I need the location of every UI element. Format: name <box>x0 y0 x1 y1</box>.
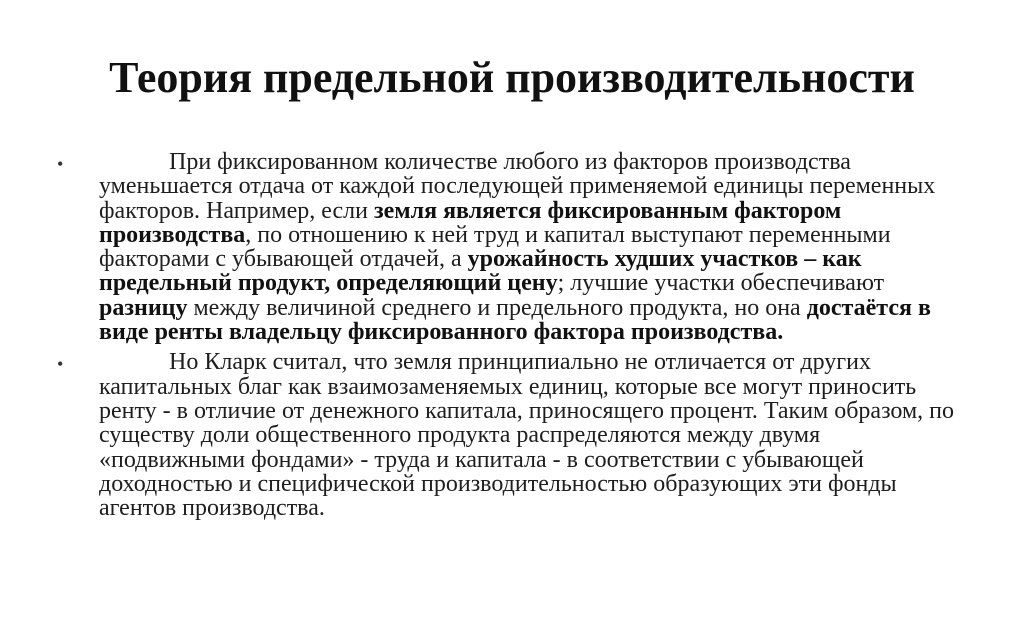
bold-segment: достаётся в виде ренты владельцу фиксированного фактора производства. <box>99 294 931 346</box>
bullet-dot: • <box>57 154 64 174</box>
bold-segment: земля является фиксированным фактором производства <box>99 197 842 248</box>
bold-segment: урожайность худших участков – как предельный продукт, определяющий цену <box>99 246 862 297</box>
bold-segment: разницу <box>99 294 188 321</box>
bullet-item <box>55 350 955 520</box>
paragraph-2 <box>99 350 955 520</box>
text-segment: , по отношению к ней труд и капитал выступают переменными факторами с убывающей отдачей, а <box>99 221 891 273</box>
slide-title: Теория предельной производительности <box>109 53 915 102</box>
text-segment: При фиксированном количестве любого из факторов производства уменьшается отдача от каждой последующей применяемой единицы переменных факторов. Например, если <box>99 149 936 224</box>
bullet-dot: • <box>57 354 64 375</box>
text-segment: между величиной среднего и предельного продукта, но она <box>187 294 807 321</box>
paragraph-1 <box>99 150 955 344</box>
text-segment: ; лучшие участки обеспечивают <box>557 270 885 297</box>
text-segment: Но Кларк считал, что земля принципиально не отличается от других капитальных благ как взаимозаменяемых единиц, которые все могут приносить ренту - в отличие от денежного капитала, приносящего процент. Таким образом, по существу доли общественного продукта распределяются между двумя «подвижными фондами» - труда и капитала - в соответствии с убывающей доходностью и специфической производительностью образующих эти фонды агентов производства. <box>99 349 954 522</box>
bullet-item <box>55 150 955 344</box>
slide-body <box>55 150 955 526</box>
